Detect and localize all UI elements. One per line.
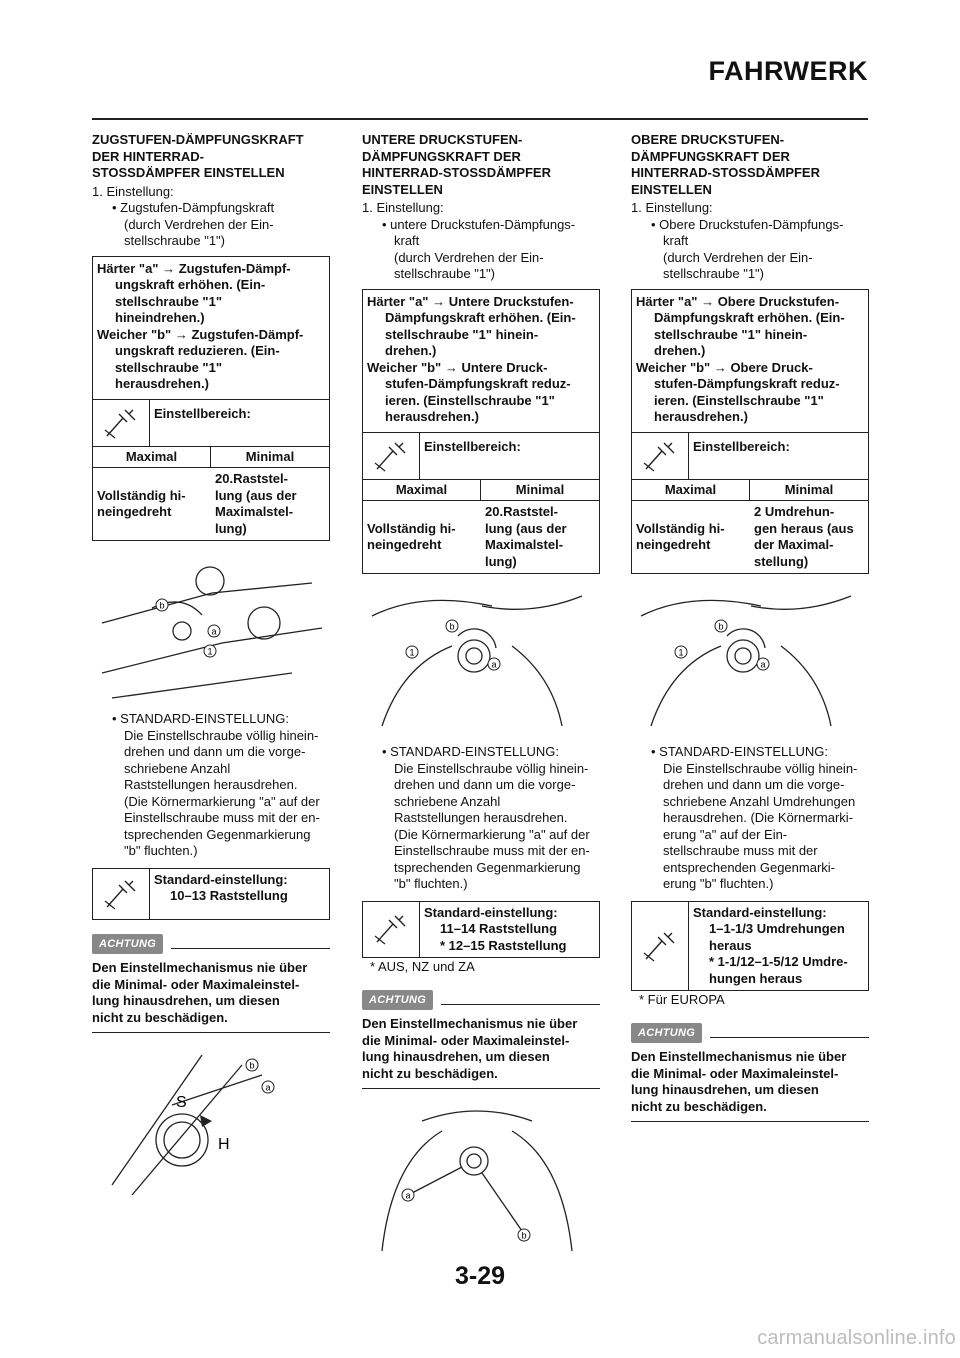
direction-note: Härter "a" → Zugstufen-Dämpf- ungskraft erhöhen. (Ein- stellschraube "1" hineindrehen.) Weicher "b" → Zugstufen-Dämpf- ungskraft reduzieren. (Ein- stellschraube "1" herausdrehen.) <box>97 260 304 391</box>
warning-text: Den Einstellmechanismus nie über die Minimal- oder Maximaleinstel- lung hinausdrehen, um diesen nicht zu beschädigen. <box>631 1049 869 1122</box>
section-heading: UNTERE DRUCKSTUFEN- DÄMPFUNGSKRAFT DER HINTERRAD-STOSSDÄMPFER EINSTELLEN <box>362 132 551 197</box>
max-value: Vollständig hi- neingedreht <box>97 487 186 519</box>
range-label: Einstellbereich: <box>424 438 521 454</box>
standard-setting-text: Standard-einstellung: 11–14 Raststellung * 12–15 Raststellung <box>424 904 567 953</box>
max-value: Vollständig hi- neingedreht <box>367 520 456 552</box>
marking-illustration <box>92 1045 330 1195</box>
range-table <box>632 479 868 574</box>
range-row <box>93 399 329 446</box>
spec-box <box>92 256 330 542</box>
col-min-header: Minimal <box>211 447 329 469</box>
callout-b-text: b <box>449 621 455 632</box>
wrench-icon <box>363 902 420 958</box>
page-title: FAHRWERK <box>708 56 868 86</box>
callout-1-text: 1 <box>207 646 213 657</box>
wrench-icon <box>632 433 689 479</box>
callout-a-text: a <box>265 1082 271 1093</box>
footnote: * AUS, NZ und ZA <box>370 959 475 974</box>
min-value: 20.Raststel- lung (aus der Maximalstel- lung) <box>485 504 567 569</box>
adjuster-illustration <box>631 586 869 736</box>
soft-mark: S <box>176 1094 187 1111</box>
warning-block <box>362 990 600 1090</box>
wrench-icon <box>93 400 150 446</box>
column-1 <box>92 132 330 1203</box>
warning-text: Den Einstellmechanismus nie über die Minimal- oder Maximaleinstel- lung hinausdrehen, um diesen nicht zu beschädigen. <box>92 960 330 1033</box>
watermark: carmanualsonline.info <box>757 1327 956 1349</box>
warning-badge: ACHTUNG <box>362 990 433 1011</box>
wrench-icon <box>363 433 420 479</box>
range-row <box>632 432 868 479</box>
warning-text: Den Einstellmechanismus nie über die Minimal- oder Maximaleinstel- lung hinausdrehen, um diesen nicht zu beschädigen. <box>362 1016 600 1089</box>
callout-b-text: b <box>159 600 165 611</box>
standard-setting-bullet: • STANDARD-EINSTELLUNG: Die Einstellschraube völlig hinein- drehen und dann um die vorge- schriebene Anzahl Umdrehungen herausdrehen. (Die Körnermarki- erung "a" auf der Ein- stellschraube muss mit der entsprechenden Gegenmarki- erung "b" fluchten.) <box>651 744 858 891</box>
callout-a-text: a <box>760 659 766 670</box>
warning-block <box>631 1023 869 1123</box>
callout-a-text: a <box>211 626 217 637</box>
callout-1-text: 1 <box>678 647 684 658</box>
col-max-header: Maximal <box>93 447 211 469</box>
adjustment-bullet: • Obere Druckstufen-Dämpfungs- kraft (durch Verdrehen der Ein- stellschraube "1") <box>651 216 844 281</box>
section-heading: ZUGSTUFEN-DÄMPFUNGSKRAFT DER HINTERRAD- STOSSDÄMPFER EINSTELLEN <box>92 132 304 180</box>
min-value: 20.Raststel- lung (aus der Maximalstel- lung) <box>215 471 297 536</box>
adjuster-illustration <box>92 553 330 703</box>
callout-1-text: 1 <box>409 647 415 658</box>
callout-a-text: a <box>405 1190 411 1201</box>
section-heading: OBERE DRUCKSTUFEN- DÄMPFUNGSKRAFT DER HINTERRAD-STOSSDÄMPFER EINSTELLEN <box>631 132 820 197</box>
col-min-header: Minimal <box>481 480 599 502</box>
direction-note: Härter "a" → Untere Druckstufen- Dämpfungskraft erhöhen. (Ein- stellschraube "1" hinein- drehen.) Weicher "b" → Untere Druck- stufen-Dämpfungskraft reduz- ieren. (Einstellschraube "1" herausdrehen.) <box>367 293 576 424</box>
hard-mark: H <box>218 1136 230 1153</box>
col-max-header: Maximal <box>363 480 481 502</box>
adjustment-bullet: • Zugstufen-Dämpfungskraft (durch Verdrehen der Ein- stellschraube "1") <box>112 200 275 248</box>
callout-b-text: b <box>521 1230 527 1241</box>
page-number: 3-29 <box>454 1262 506 1290</box>
spec-box <box>362 289 600 575</box>
column-2 <box>362 132 600 1259</box>
col-min-header: Minimal <box>750 480 868 502</box>
min-value: 2 Umdrehun- gen heraus (aus der Maximal- stellung) <box>754 504 854 569</box>
range-table <box>363 479 599 574</box>
wrench-icon <box>93 869 150 919</box>
range-row <box>363 432 599 479</box>
spec-box <box>631 289 869 575</box>
standard-setting-bullet: • STANDARD-EINSTELLUNG: Die Einstellschraube völlig hinein- drehen und dann um die vorge- schriebene Anzahl Raststellungen herausdrehen. (Die Körnermarkierung "a" auf der Einstellschraube muss mit der en- tsprechenden Gegenmarkierung "b" fluchten.) <box>382 744 590 891</box>
adjustment-bullet: • untere Druckstufen-Dämpfungs- kraft (durch Verdrehen der Ein- stellschraube "1") <box>382 216 576 281</box>
header-rule <box>92 118 868 120</box>
standard-setting-box <box>631 901 869 992</box>
standard-setting-text: Standard-einstellung: 1–1-1/3 Umdrehungen heraus * 1-1/12–1-5/12 Umdre- hungen heraus <box>693 904 848 986</box>
standard-setting-text: Standard-einstellung: 10–13 Raststellung <box>154 871 288 903</box>
callout-a-text: a <box>491 659 497 670</box>
range-table <box>93 446 329 541</box>
wrench-icon <box>632 902 689 991</box>
callout-b-text: b <box>249 1060 255 1071</box>
step-label: 1. Einstellung: <box>92 183 174 199</box>
col-max-header: Maximal <box>632 480 750 502</box>
range-label: Einstellbereich: <box>154 405 251 421</box>
warning-badge: ACHTUNG <box>631 1023 702 1044</box>
max-value: Vollständig hi- neingedreht <box>636 520 725 552</box>
standard-setting-bullet: • STANDARD-EINSTELLUNG: Die Einstellschraube völlig hinein- drehen und dann um die vorge- schriebene Anzahl Raststellungen herausdrehen. (Die Körnermarkierung "a" auf der Einstellschraube muss mit der en- tsprechenden Gegenmarkierung "b" fluchten.) <box>112 711 320 858</box>
warning-badge: ACHTUNG <box>92 934 163 955</box>
range-label: Einstellbereich: <box>693 438 790 454</box>
footnote: * Für EUROPA <box>639 992 725 1007</box>
warning-block <box>92 934 330 1034</box>
marking-illustration <box>362 1101 600 1251</box>
callout-b-text: b <box>718 621 724 632</box>
standard-setting-box <box>92 868 330 920</box>
standard-setting-box <box>362 901 600 959</box>
direction-note: Härter "a" → Obere Druckstufen- Dämpfungskraft erhöhen. (Ein- stellschraube "1" hinein- drehen.) Weicher "b" → Obere Druck- stufen-Dämpfungskraft reduz- ieren. (Einstellschraube "1" herausdrehen.) <box>636 293 845 424</box>
column-3 <box>631 132 869 1122</box>
adjuster-illustration <box>362 586 600 736</box>
step-label: 1. Einstellung: <box>362 200 444 215</box>
step-label: 1. Einstellung: <box>631 200 713 215</box>
